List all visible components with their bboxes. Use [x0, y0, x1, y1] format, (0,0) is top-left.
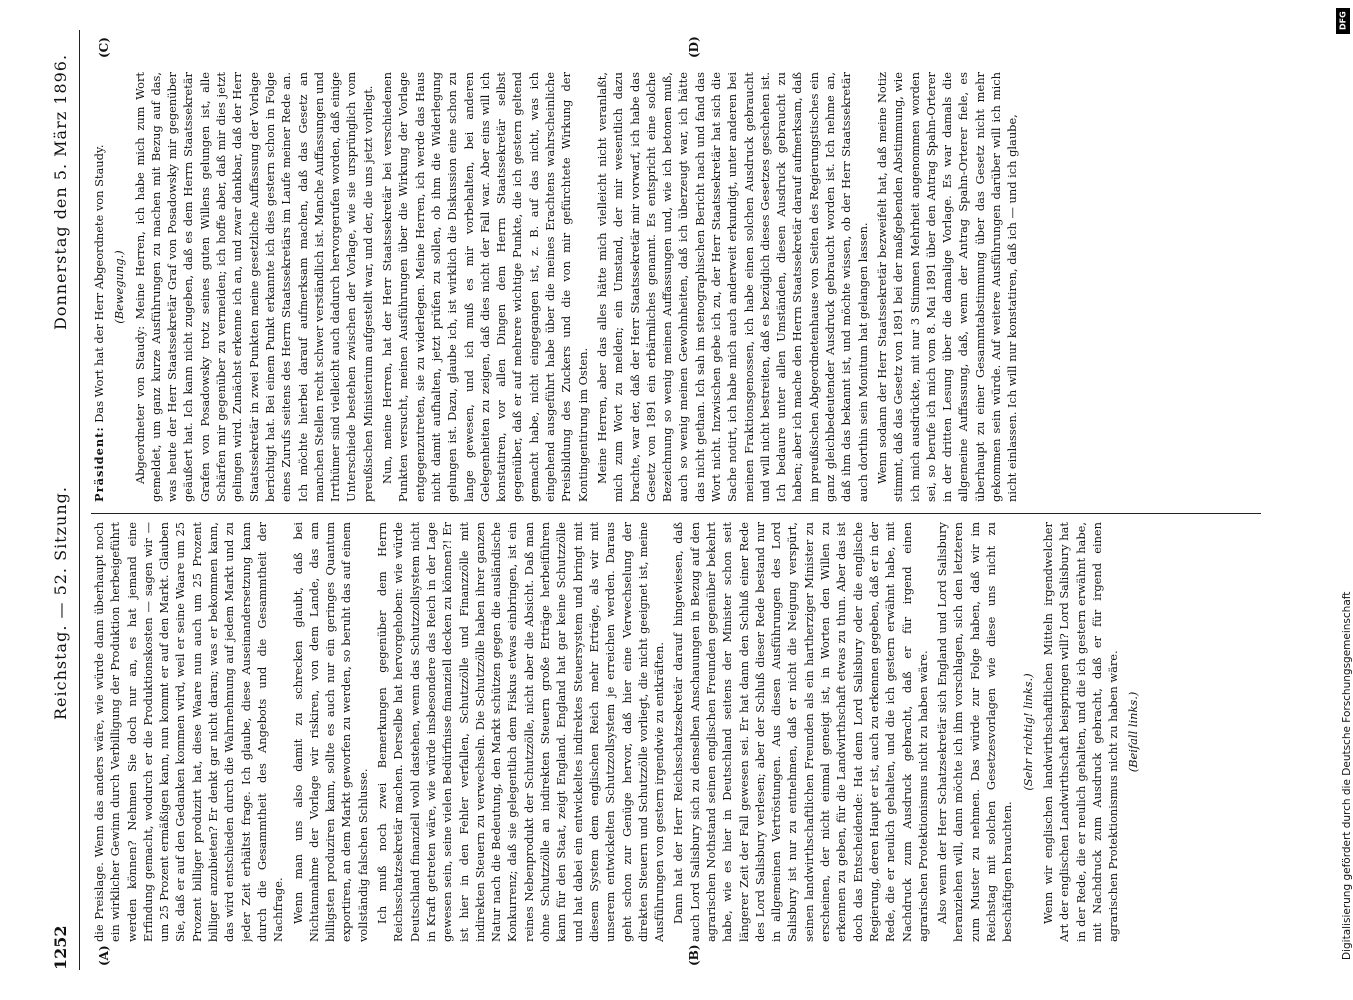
paragraph: [1040, 522, 1121, 942]
paragraph-text: Nun, meine Herren, hat der Herr Staatssekretär bei verschiedenen Punkten versucht, meinen Ausführungen über die Wirkung der Vorlage entgegenzutreten, sie zu widerlegen. Meine Herren, ich werde das Haus nicht damit aufhalten, jetzt prüfen zu sollen, ob ihm die Widerlegung gelungen ist. Dazu, glaube ich, ist wirklich die Diskussion eine schon zu lange gewesen, und ich muß es mir vorbehalten, bei anderen Gelegenheiten zu zeigen, daß dies nicht der Fall war. Aber eins will ich konstatiren, vor allen Dingen dem Herrn Staatssekretär selbst gegenüber, daß er auf mehrere wichtige Punkte, die ich gestern geltend gemacht habe, nicht eingegangen ist, z. B. auf das nicht, was ich eingehend ausgeführt habe über die meines Erachtens wahrscheinliche Preisbildung des Zuckers und die von mir gefürchtete Wirkung der Kontingentirung im Osten.: [380, 72, 590, 502]
margin-marker-b: (B): [687, 944, 701, 966]
paragraph: [91, 72, 107, 502]
paragraph-text: die Preislage. Wenn das anders wäre, wie würde dann überhaupt noch ein wirklicher Gewinn durch Verbilligung der Produktion herbeigeführt werden können? Nehmen Sie doch nur an, es hat jemand eine Erfindung gemacht, wodurch er die Produktionskosten — sagen wir — um 25 Prozent ermäßigen kann, nun kommt er auf den Markt. Glauben Sie, daß er auf den Gedanken kommen wird, weil er seine Waare um 25 Prozent billiger produzirt hat, diese Waare nun auch um 25 Prozent billiger anzubieten? Er denkt gar nicht daran; was er bekommen kann, das wird entschieden durch die Wahrnehmung auf jedem Markt und zu jeder Zeit erhältst frage. Ich glaube, diese Auseinandersetzung kann durch die Gesammtheit des Angebots und die Gesammtheit der Nachfrage.: [92, 522, 286, 942]
right-column: [91, 72, 1271, 502]
page-header: [47, 30, 87, 970]
paragraph-text: Wenn sodann der Herr Staatssekretär bezweifelt hat, daß meine Notiz stimmt, daß das Gesetz von 1891 bei der maßgebenden Abstimmung, wie ich mich ausdrückte, mit nur 3 Stimmen Mehrheit angenommen worden sei, so berufe ich mich vom 8. Mai 1891 über den Antrag Spahn-Orterer in der dritten Lesung über die damalige Vorlage. Es war damals die allgemeine Auffassung, daß, wenn der Antrag Spahn-Orterer fiele, es überhaupt zu einer Gesammtabstimmung über das Gesetz nicht mehr gekommen sein würde. Auf weitere Ausführungen darüber will ich mich nicht einlassen. Ich will nur konstatiren, daß ich — und ich glaube,: [874, 72, 1020, 502]
paragraph: [594, 72, 871, 502]
paragraph-text: Abgeordneter von Staudy: Meine Herren, ich habe mich zum Wort gemeldet, um ganz kurze Ausführungen zu machen mit Bezug auf das, was heute der Herr Staatssekretär Graf von Posadowsky mir gegenüber geäußert hat. Ich kann nicht zugeben, daß es dem Herrn Staatssekretär Grafen von Posadowsky trotz seines guten Willens gelungen ist, alle Schärfen mir gegenüber zu vermeiden; ich hoffe aber, daß mir dies jetzt gelingen wird. Zunächst erkenne ich an, und zwar dankbar, daß der Herr Staatssekretär in zwei Punkten meine gesetzliche Auffassung der Vorlage berichtigt hat. Bei einem Punkt erkannte ich dies gestern schon in Folge eines Zurufs seitens des Herrn Staatssekretärs im Laufe meiner Rede an. Ich möchte hierbei darauf aufmerksam machen, daß das Gesetz an manchen Stellen recht schwer verständlich ist. Manche Auffassungen und Irrthümer sind vielleicht auch dadurch hervorgerufen worden, daß einige Unterschiede bestehen zwischen der Vorlage, wie sie ursprünglich vom preußischen Ministerium aufgestellt war, und der, die uns jetzt vorliegt.: [132, 72, 375, 502]
paragraph: [379, 72, 591, 502]
margin-marker-c: (C): [97, 37, 111, 58]
paragraph-text: Also wenn der Herr Schatzsekretär sich England und Lord Salisbury heranziehen will, dann möchte ich ihm vorschlagen, sich den letzteren zum Muster zu nehmen. Das würde zur Folge haben, daß wir im Reichstag mit solchen Gesetzesvorlagen wie diese uns nicht zu beschäftigen brauchten.: [935, 522, 1015, 942]
dfg-logo-text: DFG: [1338, 11, 1348, 31]
running-head-right: Donnerstag den 5. März 1896.: [51, 53, 70, 330]
speaker-name: Präsident:: [92, 426, 106, 502]
paragraph: [91, 522, 287, 942]
digitization-note: Digitalisierung gefördert durch die Deutsche Forschungsgemeinschaft: [1341, 591, 1353, 960]
margin-marker-a: (A): [97, 945, 111, 966]
paragraph-text: Das Wort hat der Herr Abgeordnete von Staudy.: [92, 144, 106, 423]
paragraph-text: (Bewegung.): [112, 250, 127, 324]
stage-direction: [1125, 522, 1141, 942]
paragraph-text: Meine Herren, aber das alles hätte mich vielleicht nicht veranlaßt, mich zum Wort zu melden; ein Umstand, der mir wesentlich dazu brachte, war der, daß der Herr Staatssekretär mir vorwarf, ich habe das Gesetz von 1891 ein erbärmliches genannt. Es entspricht eine solche Bezeichnung so wenig meinen Auffassungen und, wie ich betonen muß, auch so wenig meinen Gewohnheiten, daß ich überzeugt war, ich hätte das nicht gethan. Ich sah im stenographischen Bericht nach und fand das Wort nicht. Inzwischen gebe ich zu, der Herr Staatssekretär hat sich die Sache notirt, ich habe mich auch anderweit erkundigt, unter anderen bei meinen Fraktionsgenossen, ich habe einen solchen Ausdruck gebraucht und will nicht bestreiten, daß es bezüglich dieses Gesetzes geschehen ist. Ich bedaure unter allen Umständen, diesen Ausdruck gebraucht zu haben; aber ich mache den Herrn Staatssekretär darauf aufmerksam, daß im preußischen Abgeordnetenhause von Seiten des Regierungstisches ein ganz gleichbedeutender Ausdruck gebraucht worden ist. Ich nehme an, daß ihm das bekannt ist, und möchte wissen, ob der Herr Staatssekretär auch dorthin sein Monitum hat gelangen lassen.: [594, 72, 870, 502]
stage-direction: [111, 72, 127, 502]
paragraph: [874, 72, 1021, 502]
dfg-logo: [1336, 8, 1350, 34]
paragraph-text: Dann hat der Herr Reichsschatzsekretär darauf hingewiesen, daß auch Lord Salisbury sich zu denselben Anschauungen in Bezug auf den agrarischen Nothstand seinen englischen Freunden gegenüber bekehrt habe, wie es hier in Deutschland seitens der Minister schon seit längerer Zeit der Fall gewesen sei. Er hat dann den Schluß einer Rede des Lord Salisbury verlesen; aber der Schluß dieser Rede bestand nur in allgemeinen Vertröstungen. Aus diesen Ausführungen des Lord Salisbury ist nur zu entnehmen, daß er nicht die Neigung verspürt, seinen landwirthschaftlichen Freunden als ein hartherziger Minister zu erscheinen, der nicht einmal geneigt ist, in Worten den Willen zu erkennen zu geben, für die Landwirthschaft etwas zu thun. Aber das ist doch das Entscheidende: Hat denn Lord Salisbury oder die englische Regierung, deren Haupt er ist, auch zu erkennen gegeben, daß er in der Rede, die er neulich gehalten, und die ich gestern erwähnt habe, mit Nachdruck zum Ausdruck gebracht, daß er für irgend einen agrarischen Protektionismus nicht zu haben wäre.: [671, 522, 930, 942]
paragraph: [934, 522, 1015, 942]
paragraph-text: Wenn wir englischen landwirthschaftlichen Mitteln irgendwelcher Art der englischen Landwirthschaft beispringen will? Lord Salisbury hat in der Rede, die er neulich gehalten, und die ich gestern erwähnt habe, mit Nachdruck zum Ausdruck gebracht, daß er für irgend einen agrarischen Protektionismus nicht zu haben wäre.: [1040, 522, 1121, 942]
paragraph: [290, 522, 371, 942]
header-rule: [79, 30, 80, 970]
rotated-page: [47, 30, 1287, 970]
left-column: [91, 522, 1271, 942]
paragraph-text: (Beifall links.): [1126, 691, 1141, 773]
page-number: 1252: [51, 925, 70, 970]
paragraph-text: Ich muß noch zwei Bemerkungen gegenüber dem Herrn Reichsschatzsekretär machen. Derselbe hat hervorgehoben: wie würde Deutschland finanziell wohl dastehen, wenn das Schutzzollsystem nicht in Kraft getreten wäre, wie würde insbesondere das Reich in der Lage gewesen sein, seine vielen Bedürfnisse finanziell decken zu können?! Er ist hier in den Fehler verfallen, Schutzzölle und Finanzzölle mit indirekten Steuern zu verwechseln. Die Schutzzölle haben ihrer ganzen Natur nach die Bedeutung, den Markt schützen gegen die ausländische Konkurrenz; daß sie gelegentlich dem Fiskus etwas einbringen, ist ein reines Nebenprodukt der Schutzzölle, nicht aber die Absicht. Daß man ohne Schutzzölle an indirekten Steuern große Erträge herbeiführen kann für den Staat, zeigt England. England hat gar keine Schutzzölle und hat dabei ein entwickeltes indirektes Steuersystem und bringt mit diesem System dem englischen Reich mehr Erträge, als wir mit unserem entwickelten Schutzzollsystem je erreichen werden. Daraus geht schon zur Genüge hervor, daß hier eine Verwechselung der direkten Steuern und Schutzzölle vorliegt, die nicht geeignet ist, meine Ausführungen von gestern irgendwie zu entkräften.: [375, 522, 667, 942]
paragraph: [670, 522, 931, 942]
paragraph: [132, 72, 376, 502]
running-head-left: Reichstag. — 52. Sitzung.: [51, 486, 70, 720]
column-divider: [91, 513, 1261, 514]
paragraph-text: Wenn man uns also damit zu schrecken glaubt, daß bei Nichtannahme der Vorlage wir riskiren, von dem Lande, das am billigsten produziren kann, sollte es auch nur ein geringes Quantum exportiren, an dem Markt geworfen zu werden, so beruht das auf einem vollständig falschen Schlusse.: [290, 522, 370, 942]
paragraph: [374, 522, 667, 942]
stage-direction: [1020, 522, 1036, 942]
margin-marker-d: (D): [687, 36, 701, 58]
paragraph-text: (Sehr richtig! links.): [1020, 673, 1035, 791]
